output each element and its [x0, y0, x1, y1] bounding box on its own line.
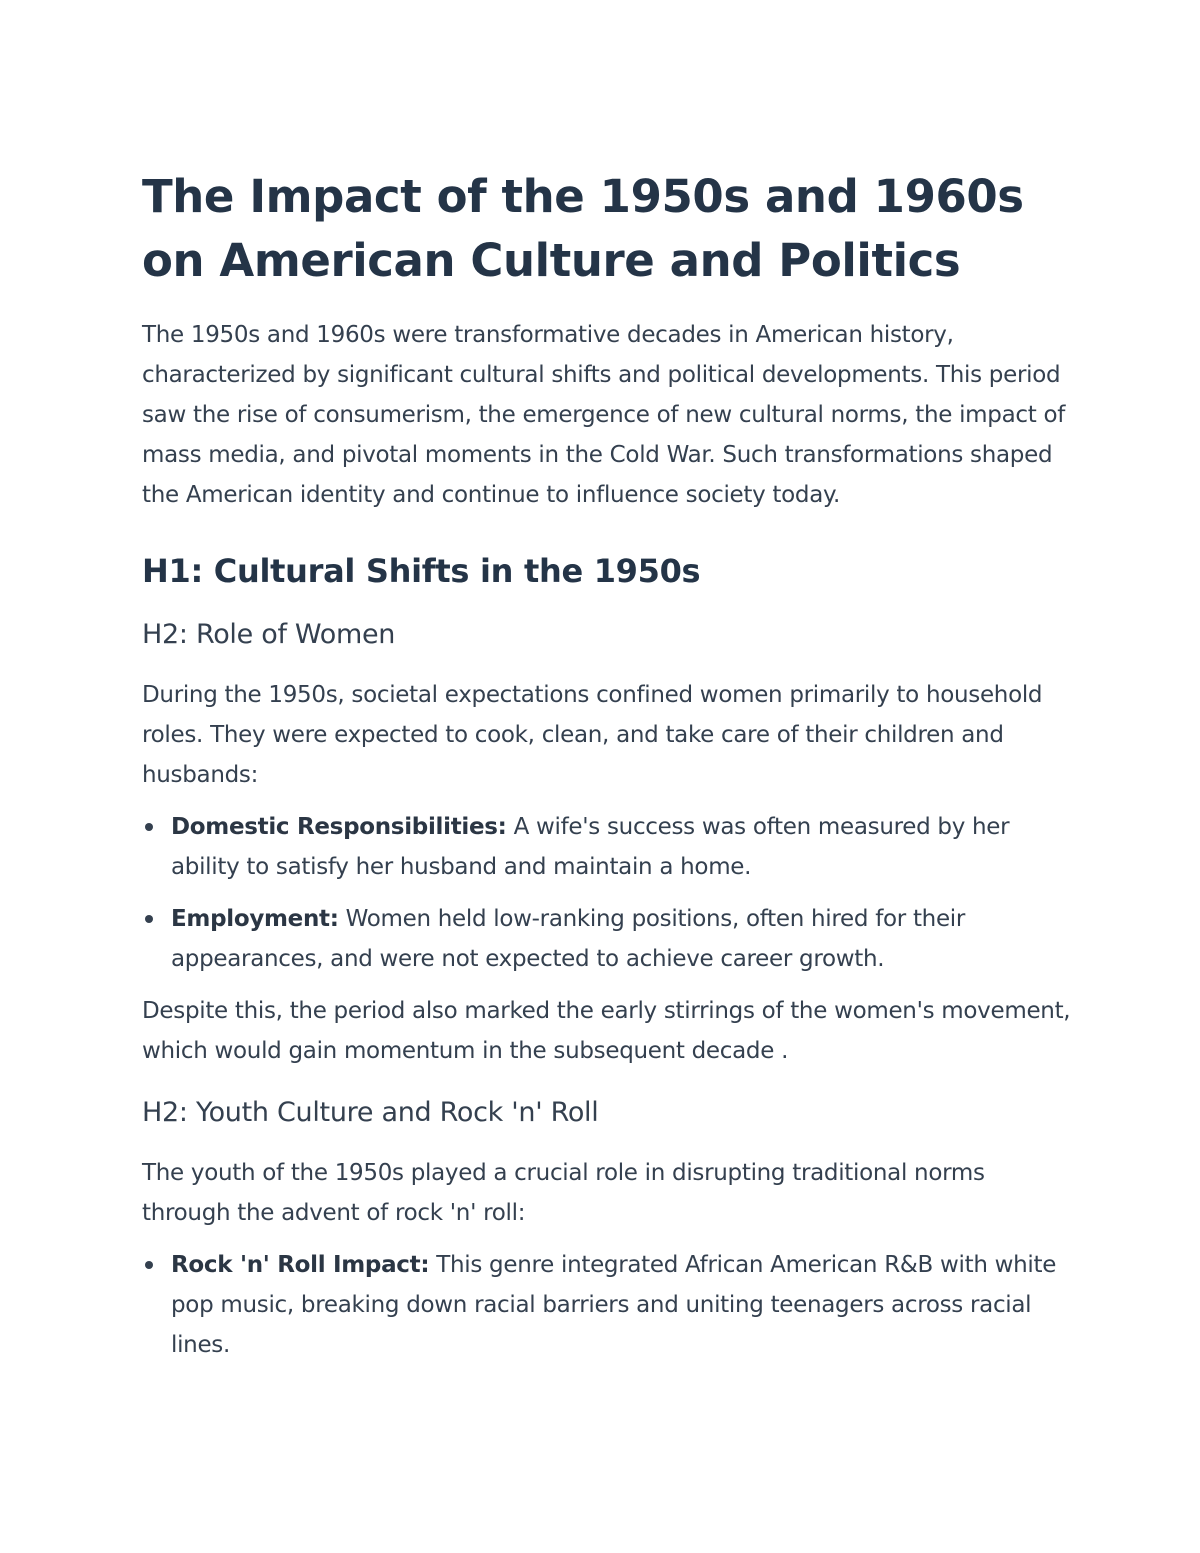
list-item-text: A wife's success was often measured by her ability to satisfy her husband and maintain a home. [171, 814, 1010, 880]
subsection-heading-role-of-women: H2: Role of Women [142, 619, 396, 650]
list-item-text: Women held low-ranking positions, often hired for their appearances, and were not expected to achieve career growth. [171, 906, 966, 972]
list-item [142, 899, 1072, 979]
list-item-text: This genre integrated African American R&B with white pop music, breaking down racial barriers and uniting teenagers across racial lines. [171, 1252, 1057, 1358]
youth-culture-paragraph: The youth of the 1950s played a crucial role in disrupting traditional norms through the advent of rock 'n' roll: [142, 1160, 985, 1226]
role-of-women-closing: Despite this, the period also marked the early stirrings of the women's movement, which would gain momentum in the subsequent decade . [142, 998, 1071, 1064]
role-of-women-paragraph: During the 1950s, societal expectations confined women primarily to household roles. They were expected to cook, clean, and take care of their children and husbands: [142, 682, 1043, 788]
document-page [142, 165, 1072, 1377]
youth-culture-list [142, 1245, 1072, 1365]
bullet-icon [145, 1261, 153, 1269]
document-title: The Impact of the 1950s and 1960s on American Culture and Politics [142, 170, 1024, 287]
list-item-term: Domestic Responsibilities: [171, 814, 507, 840]
list-item [142, 1245, 1072, 1365]
list-item [142, 807, 1072, 887]
list-item-term: Rock 'n' Roll Impact: [171, 1252, 430, 1278]
list-item-term: Employment: [171, 906, 339, 932]
section-heading-cultural-shifts: H1: Cultural Shifts in the 1950s [142, 552, 701, 590]
bullet-icon [145, 823, 153, 831]
intro-paragraph: The 1950s and 1960s were transformative decades in American history, characterized by significant cultural shifts and political developments. This period saw the rise of consumerism, the emergence of new cultural norms, the impact of mass media, and pivotal moments in the Cold War. Such transformations shaped the American identity and continue to influence society today. [142, 322, 1066, 508]
role-of-women-list [142, 807, 1072, 979]
subsection-heading-youth-culture: H2: Youth Culture and Rock 'n' Roll [142, 1097, 599, 1128]
bullet-icon [145, 915, 153, 923]
